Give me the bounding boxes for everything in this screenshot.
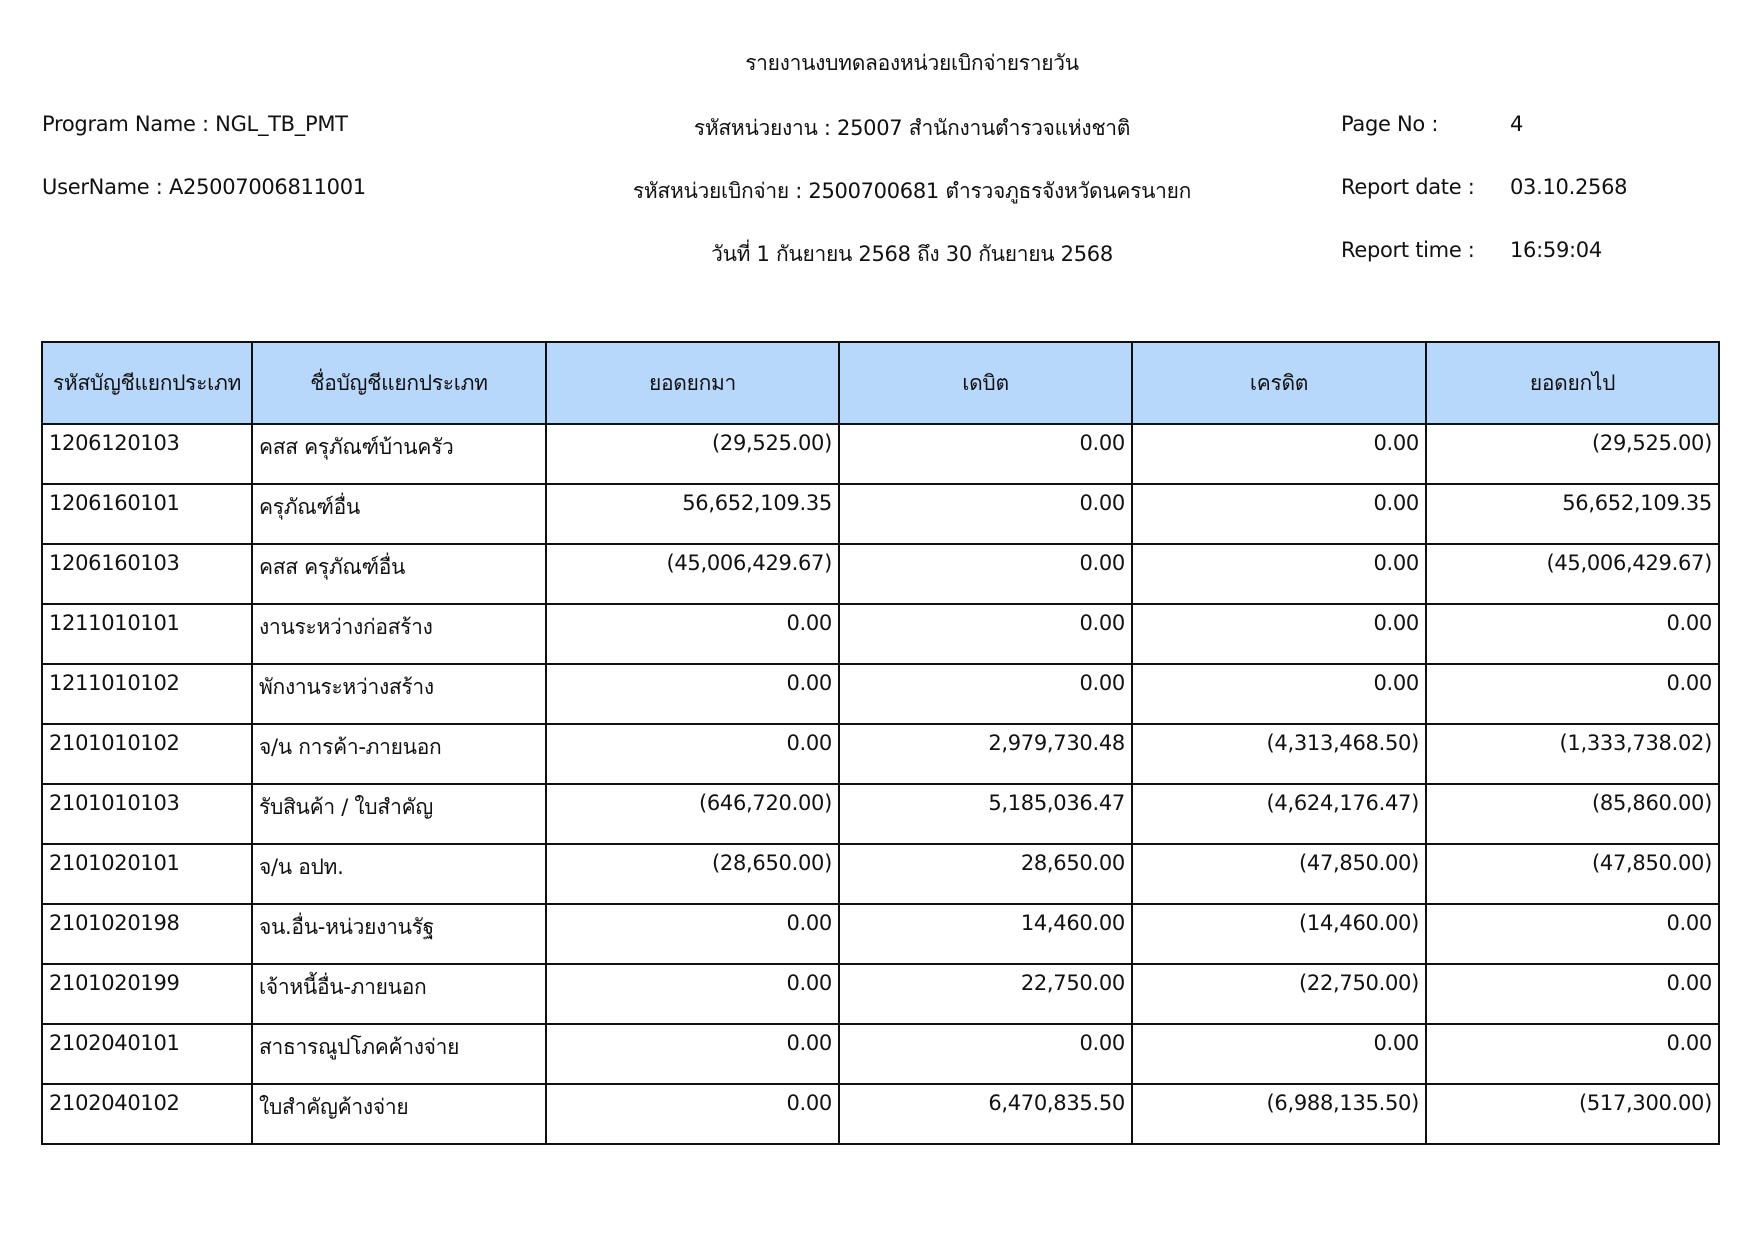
cell-credit: 0.00 bbox=[1132, 484, 1426, 544]
cell-closing-balance: (45,006,429.67) bbox=[1426, 544, 1719, 604]
table-row bbox=[42, 784, 1719, 844]
cell-account-name: จ/น อปท. bbox=[252, 844, 546, 904]
cell-account-code: 2101020101 bbox=[42, 844, 252, 904]
cell-credit: (14,460.00) bbox=[1132, 904, 1426, 964]
cell-account-name: ครุภัณฑ์อื่น bbox=[252, 484, 546, 544]
cell-credit: (4,624,176.47) bbox=[1132, 784, 1426, 844]
report-time-value: 16:59:04 bbox=[1510, 238, 1602, 262]
cell-opening-balance: 0.00 bbox=[546, 1084, 839, 1144]
cell-opening-balance: 56,652,109.35 bbox=[546, 484, 839, 544]
cell-debit: 22,750.00 bbox=[839, 964, 1132, 1024]
cell-account-name: พักงานระหว่างสร้าง bbox=[252, 664, 546, 724]
cell-closing-balance: 0.00 bbox=[1426, 664, 1719, 724]
cell-account-name: รับสินค้า / ใบสำคัญ bbox=[252, 784, 546, 844]
cell-debit: 5,185,036.47 bbox=[839, 784, 1132, 844]
report-date-value: 03.10.2568 bbox=[1510, 175, 1628, 199]
table-row bbox=[42, 844, 1719, 904]
cell-credit: 0.00 bbox=[1132, 424, 1426, 484]
report-title: รายงานงบทดลองหน่วยเบิกจ่ายรายวัน bbox=[745, 51, 1079, 75]
cell-credit: (47,850.00) bbox=[1132, 844, 1426, 904]
cell-account-code: 2101020199 bbox=[42, 964, 252, 1024]
cell-opening-balance: (29,525.00) bbox=[546, 424, 839, 484]
cell-account-code: 2102040102 bbox=[42, 1084, 252, 1144]
cell-closing-balance: (1,333,738.02) bbox=[1426, 724, 1719, 784]
report-date-label: Report date : bbox=[1341, 175, 1475, 199]
cell-closing-balance: (85,860.00) bbox=[1426, 784, 1719, 844]
table-row bbox=[42, 424, 1719, 484]
cell-debit: 0.00 bbox=[839, 484, 1132, 544]
cell-account-code: 2102040101 bbox=[42, 1024, 252, 1084]
table-row bbox=[42, 604, 1719, 664]
trial-balance-table bbox=[41, 341, 1720, 1145]
cell-account-name: คสส ครุภัณฑ์บ้านครัว bbox=[252, 424, 546, 484]
cell-account-code: 1211010101 bbox=[42, 604, 252, 664]
report-time-label: Report time : bbox=[1341, 238, 1475, 262]
cell-account-name: จน.อื่น-หน่วยงานรัฐ bbox=[252, 904, 546, 964]
report-period: วันที่ 1 กันยายน 2568 ถึง 30 กันยายน 2568 bbox=[711, 242, 1113, 266]
cell-opening-balance: 0.00 bbox=[546, 904, 839, 964]
table-row bbox=[42, 1024, 1719, 1084]
cell-credit: 0.00 bbox=[1132, 664, 1426, 724]
program-name: Program Name : NGL_TB_PMT bbox=[42, 112, 348, 136]
cell-debit: 2,979,730.48 bbox=[839, 724, 1132, 784]
cell-closing-balance: (517,300.00) bbox=[1426, 1084, 1719, 1144]
cell-closing-balance: 0.00 bbox=[1426, 1024, 1719, 1084]
cell-account-code: 1206120103 bbox=[42, 424, 252, 484]
header-account-name: ชื่อบัญชีแยกประเภท bbox=[252, 342, 546, 424]
header-closing-balance: ยอดยกไป bbox=[1426, 342, 1719, 424]
cell-account-name: จ/น การค้า-ภายนอก bbox=[252, 724, 546, 784]
cell-opening-balance: 0.00 bbox=[546, 1024, 839, 1084]
header-debit: เดบิต bbox=[839, 342, 1132, 424]
cell-account-code: 2101020198 bbox=[42, 904, 252, 964]
cell-debit: 6,470,835.50 bbox=[839, 1084, 1132, 1144]
table-row bbox=[42, 964, 1719, 1024]
cell-account-code: 1206160101 bbox=[42, 484, 252, 544]
table-row bbox=[42, 544, 1719, 604]
cell-account-code: 1206160103 bbox=[42, 544, 252, 604]
cell-closing-balance: (29,525.00) bbox=[1426, 424, 1719, 484]
cell-credit: (4,313,468.50) bbox=[1132, 724, 1426, 784]
cell-closing-balance: 0.00 bbox=[1426, 604, 1719, 664]
cell-opening-balance: 0.00 bbox=[546, 604, 839, 664]
cell-account-name: เจ้าหนี้อื่น-ภายนอก bbox=[252, 964, 546, 1024]
cell-account-code: 2101010102 bbox=[42, 724, 252, 784]
header-credit: เครดิต bbox=[1132, 342, 1426, 424]
cell-debit: 0.00 bbox=[839, 1024, 1132, 1084]
cell-debit: 0.00 bbox=[839, 544, 1132, 604]
agency-code: รหัสหน่วยงาน : 25007 สำนักงานตำรวจแห่งชาติ bbox=[693, 116, 1131, 140]
cell-credit: 0.00 bbox=[1132, 544, 1426, 604]
table-header-row bbox=[42, 342, 1719, 424]
cell-closing-balance: 56,652,109.35 bbox=[1426, 484, 1719, 544]
table-row bbox=[42, 1084, 1719, 1144]
table-row bbox=[42, 484, 1719, 544]
table-row bbox=[42, 904, 1719, 964]
cell-closing-balance: 0.00 bbox=[1426, 904, 1719, 964]
cell-account-name: ใบสำคัญค้างจ่าย bbox=[252, 1084, 546, 1144]
cell-closing-balance: 0.00 bbox=[1426, 964, 1719, 1024]
cell-opening-balance: 0.00 bbox=[546, 964, 839, 1024]
cell-closing-balance: (47,850.00) bbox=[1426, 844, 1719, 904]
username: UserName : A25007006811001 bbox=[42, 175, 366, 199]
cell-opening-balance: (28,650.00) bbox=[546, 844, 839, 904]
cell-debit: 28,650.00 bbox=[839, 844, 1132, 904]
header-account-code: รหัสบัญชีแยกประเภท bbox=[42, 342, 252, 424]
cell-opening-balance: (646,720.00) bbox=[546, 784, 839, 844]
page-no-value: 4 bbox=[1510, 112, 1524, 136]
table-row bbox=[42, 724, 1719, 784]
cell-account-name: คสส ครุภัณฑ์อื่น bbox=[252, 544, 546, 604]
disbursement-unit: รหัสหน่วยเบิกจ่าย : 2500700681 ตำรวจภูธรจังหวัดนครนายก bbox=[632, 179, 1192, 203]
cell-credit: 0.00 bbox=[1132, 604, 1426, 664]
cell-debit: 0.00 bbox=[839, 664, 1132, 724]
cell-credit: (22,750.00) bbox=[1132, 964, 1426, 1024]
cell-credit: 0.00 bbox=[1132, 1024, 1426, 1084]
header-opening-balance: ยอดยกมา bbox=[546, 342, 839, 424]
cell-credit: (6,988,135.50) bbox=[1132, 1084, 1426, 1144]
cell-account-name: สาธารณูปโภคค้างจ่าย bbox=[252, 1024, 546, 1084]
cell-opening-balance: (45,006,429.67) bbox=[546, 544, 839, 604]
cell-account-code: 2101010103 bbox=[42, 784, 252, 844]
cell-debit: 0.00 bbox=[839, 604, 1132, 664]
cell-opening-balance: 0.00 bbox=[546, 724, 839, 784]
cell-debit: 0.00 bbox=[839, 424, 1132, 484]
cell-account-code: 1211010102 bbox=[42, 664, 252, 724]
page-no-label: Page No : bbox=[1341, 112, 1439, 136]
cell-debit: 14,460.00 bbox=[839, 904, 1132, 964]
cell-opening-balance: 0.00 bbox=[546, 664, 839, 724]
table-row bbox=[42, 664, 1719, 724]
cell-account-name: งานระหว่างก่อสร้าง bbox=[252, 604, 546, 664]
